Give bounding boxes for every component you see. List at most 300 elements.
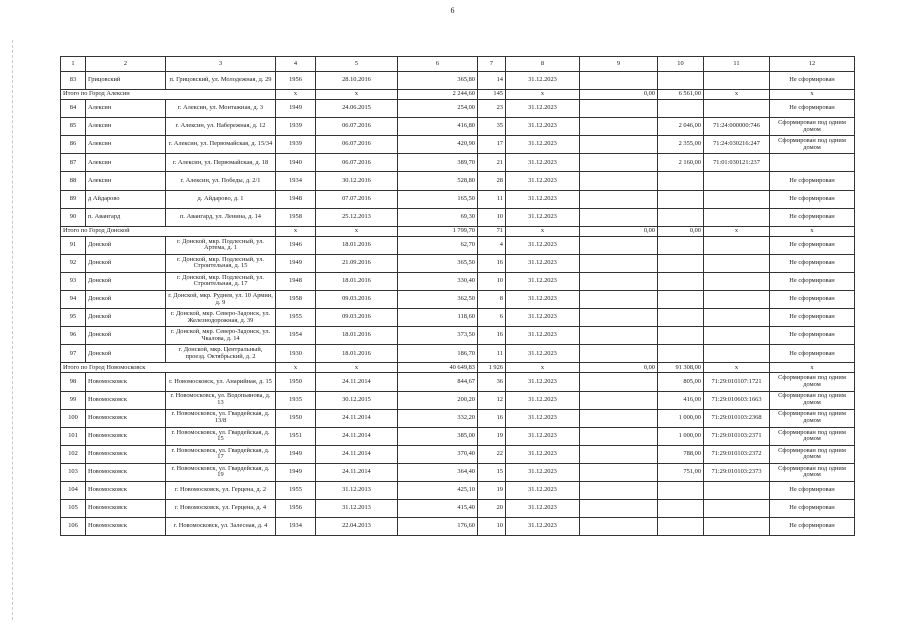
table-cell-col-11 <box>704 172 770 190</box>
table-cell-col-10 <box>658 236 704 254</box>
table-cell-col-11: 71:01:030121:237 <box>704 154 770 172</box>
table-cell-col-6: 425,10 <box>398 481 478 499</box>
table-cell-col-4: 1939 <box>276 118 316 136</box>
table-cell-col-3: г. Алексин, ул. Монтажная, д. 3 <box>166 100 276 118</box>
table-cell-col-4: 1951 <box>276 427 316 445</box>
table-cell-col-7: 16 <box>478 254 506 272</box>
table-cell-col-7: 20 <box>478 500 506 518</box>
table-cell-col-2: Алексин <box>86 136 166 154</box>
table-cell-col-10 <box>658 481 704 499</box>
subtotal-cell-5: x <box>316 226 398 236</box>
table-cell-col-10: 788,00 <box>658 445 704 463</box>
table-cell-col-8: 31.12.2023 <box>506 445 580 463</box>
table-row <box>61 172 855 190</box>
column-header-11: 11 <box>704 57 770 72</box>
table-cell-col-2: Новомосковск <box>86 500 166 518</box>
table-cell-col-8: 31.12.2023 <box>506 409 580 427</box>
table-cell-col-9 <box>580 190 658 208</box>
table-cell-col-4: 1948 <box>276 272 316 290</box>
table-cell-col-1: 95 <box>61 309 86 327</box>
table-cell-col-10: 2 160,00 <box>658 154 704 172</box>
table-cell-col-6: 254,00 <box>398 100 478 118</box>
table-cell-col-3: г. Алексин, ул. Набережная, д. 12 <box>166 118 276 136</box>
table-cell-col-3: п. Грицовский, ул. Молодежная, д. 29 <box>166 72 276 90</box>
table-cell-col-3: г. Новомосковск, ул. Гвардейская, д. 15 <box>166 427 276 445</box>
table-cell-col-2: Новомосковск <box>86 427 166 445</box>
table-row <box>61 72 855 90</box>
table-cell-col-3: г. Донской, мкр. Северо-Задонск, ул. Железнодорожная, д. 39 <box>166 309 276 327</box>
subtotal-cell-4: x <box>276 363 316 373</box>
table-cell-col-11: 71:29:010103:2368 <box>704 409 770 427</box>
subtotal-label: Итого по Город Донской <box>61 226 276 236</box>
table-cell-col-9 <box>580 272 658 290</box>
table-cell-col-4: 1956 <box>276 72 316 90</box>
table-cell-col-7: 28 <box>478 172 506 190</box>
subtotal-row <box>61 90 855 100</box>
table-cell-col-3: г. Алексин, ул. Первомайская, д. 18 <box>166 154 276 172</box>
table-cell-col-12: Не сформирован <box>770 208 855 226</box>
table-cell-col-12: Не сформирован <box>770 309 855 327</box>
table-cell-col-8: 31.12.2023 <box>506 272 580 290</box>
table-cell-col-5: 22.04.2013 <box>316 518 398 536</box>
table-row <box>61 409 855 427</box>
column-header-5: 5 <box>316 57 398 72</box>
column-header-9: 9 <box>580 57 658 72</box>
table-cell-col-12: Не сформирован <box>770 172 855 190</box>
table-cell-col-1: 89 <box>61 190 86 208</box>
table-cell-col-10 <box>658 518 704 536</box>
table-cell-col-6: 362,50 <box>398 291 478 309</box>
table-cell-col-6: 62,70 <box>398 236 478 254</box>
table-cell-col-8: 31.12.2023 <box>506 518 580 536</box>
table-cell-col-7: 11 <box>478 190 506 208</box>
table-cell-col-12: Не сформирован <box>770 190 855 208</box>
subtotal-cell-7: 145 <box>478 90 506 100</box>
table-cell-col-6: 200,20 <box>398 391 478 409</box>
binding-margin-line <box>12 40 13 620</box>
table-cell-col-10 <box>658 272 704 290</box>
table-cell-col-12: Сформирован под одним домом <box>770 463 855 481</box>
table-cell-col-2: Алексин <box>86 154 166 172</box>
table-cell-col-1: 106 <box>61 518 86 536</box>
table-row <box>61 236 855 254</box>
table-cell-col-11: 71:29:010103:2371 <box>704 427 770 445</box>
column-header-12: 12 <box>770 57 855 72</box>
table-row <box>61 391 855 409</box>
table-cell-col-6: 389,70 <box>398 154 478 172</box>
table-cell-col-10: 2 355,00 <box>658 136 704 154</box>
table-cell-col-11 <box>704 345 770 363</box>
table-cell-col-12: Сформирован под одним домом <box>770 427 855 445</box>
table-cell-col-9 <box>580 345 658 363</box>
table-cell-col-12: Сформирован под одним домом <box>770 373 855 391</box>
table-row <box>61 190 855 208</box>
table-cell-col-2: Донской <box>86 309 166 327</box>
table-cell-col-12: Не сформирован <box>770 481 855 499</box>
table-cell-col-9 <box>580 518 658 536</box>
table-cell-col-3: г. Новомосковск, ул. Залесная, д. 4 <box>166 518 276 536</box>
table-cell-col-4: 1949 <box>276 463 316 481</box>
table-cell-col-12: Сформирован под одним домом <box>770 445 855 463</box>
subtotal-cell-5: x <box>316 90 398 100</box>
table-cell-col-11: 71:29:010107:1721 <box>704 373 770 391</box>
table-cell-col-9 <box>580 373 658 391</box>
table-cell-col-2: Алексин <box>86 100 166 118</box>
table-cell-col-6: 176,60 <box>398 518 478 536</box>
table-cell-col-8: 31.12.2023 <box>506 427 580 445</box>
table-cell-col-4: 1956 <box>276 500 316 518</box>
table-cell-col-11 <box>704 291 770 309</box>
subtotal-cell-9: 0,00 <box>580 226 658 236</box>
table-cell-col-5: 24.11.2014 <box>316 445 398 463</box>
table-cell-col-3: г. Новомосковск, ул. Водопьянова, д. 13 <box>166 391 276 409</box>
table-cell-col-2: Донской <box>86 236 166 254</box>
subtotal-cell-10: 6 561,00 <box>658 90 704 100</box>
table-cell-col-10: 805,00 <box>658 373 704 391</box>
table-cell-col-11 <box>704 518 770 536</box>
table-cell-col-4: 1950 <box>276 373 316 391</box>
table-cell-col-4: 1940 <box>276 154 316 172</box>
table-cell-col-11 <box>704 272 770 290</box>
table-cell-col-3: г. Донской, мкр. Подлесный, ул. Артема, д. 1 <box>166 236 276 254</box>
table-cell-col-4: 1948 <box>276 190 316 208</box>
table-cell-col-7: 16 <box>478 327 506 345</box>
table-cell-col-8: 31.12.2023 <box>506 236 580 254</box>
column-header-3: 3 <box>166 57 276 72</box>
table-row <box>61 272 855 290</box>
table-cell-col-7: 16 <box>478 409 506 427</box>
table-cell-col-5: 24.11.2014 <box>316 409 398 427</box>
table-cell-col-1: 92 <box>61 254 86 272</box>
table-cell-col-5: 18.01.2016 <box>316 236 398 254</box>
table-cell-col-8: 31.12.2023 <box>506 291 580 309</box>
table-cell-col-9 <box>580 409 658 427</box>
table-cell-col-12: Сформирован под одним домом <box>770 118 855 136</box>
table-cell-col-5: 06.07.2016 <box>316 154 398 172</box>
subtotal-cell-4: x <box>276 226 316 236</box>
table-cell-col-1: 90 <box>61 208 86 226</box>
table-cell-col-1: 103 <box>61 463 86 481</box>
table-row <box>61 309 855 327</box>
subtotal-cell-7: 1 926 <box>478 363 506 373</box>
table-cell-col-11 <box>704 190 770 208</box>
table-cell-col-10: 1 000,00 <box>658 409 704 427</box>
table-cell-col-12 <box>770 154 855 172</box>
table-cell-col-6: 528,80 <box>398 172 478 190</box>
table-cell-col-10: 416,00 <box>658 391 704 409</box>
table-cell-col-5: 24.11.2014 <box>316 373 398 391</box>
table-row <box>61 463 855 481</box>
table-cell-col-4: 1955 <box>276 481 316 499</box>
table-cell-col-8: 31.12.2023 <box>506 254 580 272</box>
table-cell-col-10 <box>658 254 704 272</box>
table-cell-col-5: 06.07.2016 <box>316 136 398 154</box>
table-row <box>61 136 855 154</box>
table-cell-col-9 <box>580 427 658 445</box>
table-cell-col-4: 1946 <box>276 236 316 254</box>
subtotal-cell-6: 2 244,60 <box>398 90 478 100</box>
table-cell-col-7: 8 <box>478 291 506 309</box>
table-cell-col-7: 19 <box>478 481 506 499</box>
table-cell-col-5: 25.12.2013 <box>316 208 398 226</box>
subtotal-cell-12: x <box>770 363 855 373</box>
table-cell-col-12: Не сформирован <box>770 72 855 90</box>
table-cell-col-4: 1949 <box>276 254 316 272</box>
table-cell-col-1: 83 <box>61 72 86 90</box>
table-cell-col-3: г. Донской, мкр. Северо-Задонск, ул. Чкалова, д. 14 <box>166 327 276 345</box>
column-header-1: 1 <box>61 57 86 72</box>
table-cell-col-10: 1 000,00 <box>658 427 704 445</box>
table-cell-col-11 <box>704 500 770 518</box>
table-cell-col-8: 31.12.2023 <box>506 118 580 136</box>
table-cell-col-7: 11 <box>478 345 506 363</box>
table-cell-col-6: 118,60 <box>398 309 478 327</box>
table-cell-col-2: Донской <box>86 272 166 290</box>
table-cell-col-7: 35 <box>478 118 506 136</box>
table-cell-col-8: 31.12.2023 <box>506 481 580 499</box>
subtotal-cell-10: 0,00 <box>658 226 704 236</box>
table-cell-col-1: 94 <box>61 291 86 309</box>
subtotal-cell-12: x <box>770 226 855 236</box>
subtotal-cell-6: 1 799,70 <box>398 226 478 236</box>
table-cell-col-10 <box>658 72 704 90</box>
table-cell-col-9 <box>580 445 658 463</box>
table-cell-col-9 <box>580 463 658 481</box>
table-row <box>61 118 855 136</box>
subtotal-label: Итого по Город Новомосковск <box>61 363 276 373</box>
table-cell-col-11: 71:29:010103:2373 <box>704 463 770 481</box>
table-cell-col-5: 28.10.2016 <box>316 72 398 90</box>
table-cell-col-8: 31.12.2023 <box>506 463 580 481</box>
table-cell-col-6: 415,40 <box>398 500 478 518</box>
table-cell-col-4: 1934 <box>276 172 316 190</box>
table-cell-col-2: Новомосковск <box>86 373 166 391</box>
table-cell-col-9 <box>580 118 658 136</box>
table-cell-col-5: 30.12.2015 <box>316 391 398 409</box>
table-cell-col-12: Сформирован под одним домом <box>770 409 855 427</box>
table-cell-col-12: Не сформирован <box>770 345 855 363</box>
table-cell-col-1: 93 <box>61 272 86 290</box>
table-cell-col-3: г. Новомосковск, ул. Гвардейская, д. 13/8 <box>166 409 276 427</box>
table-cell-col-1: 96 <box>61 327 86 345</box>
table-cell-col-10 <box>658 190 704 208</box>
table-cell-col-2: Алексин <box>86 172 166 190</box>
table-cell-col-4: 1954 <box>276 327 316 345</box>
table-cell-col-5: 31.12.2013 <box>316 481 398 499</box>
table-cell-col-9 <box>580 327 658 345</box>
table-cell-col-7: 6 <box>478 309 506 327</box>
table-cell-col-9 <box>580 100 658 118</box>
table-cell-col-5: 24.11.2014 <box>316 427 398 445</box>
table-cell-col-1: 86 <box>61 136 86 154</box>
table-cell-col-3: г. Донской, мкр. Руднев, ул. 10 Армии, д. 9 <box>166 291 276 309</box>
table-cell-col-4: 1955 <box>276 309 316 327</box>
subtotal-cell-8: x <box>506 90 580 100</box>
table-cell-col-9 <box>580 254 658 272</box>
table-cell-col-11 <box>704 236 770 254</box>
table-cell-col-1: 98 <box>61 373 86 391</box>
table-row <box>61 291 855 309</box>
table-cell-col-9 <box>580 136 658 154</box>
table-cell-col-5: 09.03.2016 <box>316 309 398 327</box>
table-row <box>61 427 855 445</box>
table-cell-col-10 <box>658 345 704 363</box>
table-cell-col-4: 1935 <box>276 391 316 409</box>
subtotal-row <box>61 363 855 373</box>
table-cell-col-9 <box>580 309 658 327</box>
table-cell-col-1: 99 <box>61 391 86 409</box>
column-header-7: 7 <box>478 57 506 72</box>
table-cell-col-8: 31.12.2023 <box>506 327 580 345</box>
table-cell-col-12: Не сформирован <box>770 327 855 345</box>
table-cell-col-7: 21 <box>478 154 506 172</box>
table-cell-col-6: 365,50 <box>398 254 478 272</box>
table-cell-col-10 <box>658 327 704 345</box>
table-cell-col-5: 21.09.2016 <box>316 254 398 272</box>
table-cell-col-3: г. Донской, мкр. Подлесный, ул. Строительная, д. 17 <box>166 272 276 290</box>
table-cell-col-6: 69,30 <box>398 208 478 226</box>
table-cell-col-7: 15 <box>478 463 506 481</box>
table-cell-col-1: 101 <box>61 427 86 445</box>
table-cell-col-10: 2 046,00 <box>658 118 704 136</box>
table-row <box>61 481 855 499</box>
subtotal-cell-8: x <box>506 363 580 373</box>
table-cell-col-9 <box>580 208 658 226</box>
housing-registry-table <box>60 56 855 536</box>
table-cell-col-12: Не сформирован <box>770 291 855 309</box>
table-cell-col-8: 31.12.2023 <box>506 309 580 327</box>
table-cell-col-4: 1958 <box>276 291 316 309</box>
table-cell-col-5: 18.01.2016 <box>316 345 398 363</box>
subtotal-cell-10: 91 308,00 <box>658 363 704 373</box>
table-cell-col-6: 165,50 <box>398 190 478 208</box>
table-cell-col-2: д Айдарово <box>86 190 166 208</box>
table-cell-col-10 <box>658 291 704 309</box>
table-cell-col-6: 420,90 <box>398 136 478 154</box>
table-cell-col-2: Донской <box>86 327 166 345</box>
subtotal-cell-11: x <box>704 90 770 100</box>
table-cell-col-10 <box>658 309 704 327</box>
table-row <box>61 345 855 363</box>
table-cell-col-2: Донской <box>86 254 166 272</box>
subtotal-label: Итого по Город Алексин <box>61 90 276 100</box>
table-cell-col-5: 24.11.2014 <box>316 463 398 481</box>
table-cell-col-3: г. Новомосковск, ул. Герцена, д. 4 <box>166 500 276 518</box>
table-cell-col-11: 71:24:000000:746 <box>704 118 770 136</box>
table-cell-col-3: г. Донской, мкр. Центральный, проезд. Октябрьский, д. 2 <box>166 345 276 363</box>
table-cell-col-12: Не сформирован <box>770 500 855 518</box>
table-cell-col-2: Новомосковск <box>86 518 166 536</box>
table-cell-col-4: 1949 <box>276 445 316 463</box>
table-cell-col-8: 31.12.2023 <box>506 100 580 118</box>
table-cell-col-5: 30.12.2016 <box>316 172 398 190</box>
table-cell-col-3: д. Айдарово, д. 1 <box>166 190 276 208</box>
table-cell-col-12: Не сформирован <box>770 272 855 290</box>
table-cell-col-2: Донской <box>86 345 166 363</box>
table-cell-col-6: 364,40 <box>398 463 478 481</box>
subtotal-cell-5: x <box>316 363 398 373</box>
table-cell-col-9 <box>580 500 658 518</box>
table-cell-col-11 <box>704 208 770 226</box>
table-cell-col-8: 31.12.2023 <box>506 208 580 226</box>
table-cell-col-5: 18.01.2016 <box>316 327 398 345</box>
table-cell-col-1: 88 <box>61 172 86 190</box>
table-cell-col-4: 1930 <box>276 345 316 363</box>
column-header-2: 2 <box>86 57 166 72</box>
table-cell-col-6: 370,40 <box>398 445 478 463</box>
table-cell-col-4: 1934 <box>276 518 316 536</box>
column-header-4: 4 <box>276 57 316 72</box>
page-number: 6 <box>450 6 455 15</box>
table-cell-col-8: 31.12.2023 <box>506 72 580 90</box>
table-cell-col-6: 330,40 <box>398 272 478 290</box>
table-cell-col-7: 10 <box>478 272 506 290</box>
table-cell-col-4: 1939 <box>276 136 316 154</box>
table-cell-col-8: 31.12.2023 <box>506 391 580 409</box>
subtotal-cell-7: 71 <box>478 226 506 236</box>
table-cell-col-3: г. Донской, мкр. Подлесный, ул. Строительная, д. 15 <box>166 254 276 272</box>
table-cell-col-7: 36 <box>478 373 506 391</box>
table-cell-col-2: Новомосковск <box>86 409 166 427</box>
table-cell-col-6: 332,20 <box>398 409 478 427</box>
table-row <box>61 518 855 536</box>
table-cell-col-11 <box>704 327 770 345</box>
table-cell-col-2: п. Авангард <box>86 208 166 226</box>
subtotal-cell-6: 40 649,83 <box>398 363 478 373</box>
table-cell-col-6: 365,80 <box>398 72 478 90</box>
table-cell-col-8: 31.12.2023 <box>506 345 580 363</box>
table-cell-col-1: 84 <box>61 100 86 118</box>
table-cell-col-10 <box>658 100 704 118</box>
table-cell-col-7: 22 <box>478 445 506 463</box>
table-cell-col-7: 10 <box>478 208 506 226</box>
subtotal-cell-9: 0,00 <box>580 363 658 373</box>
table-cell-col-6: 844,67 <box>398 373 478 391</box>
table-cell-col-10 <box>658 208 704 226</box>
table-cell-col-7: 23 <box>478 100 506 118</box>
table-row <box>61 208 855 226</box>
table-cell-col-2: Алексин <box>86 118 166 136</box>
table-cell-col-7: 12 <box>478 391 506 409</box>
table-cell-col-4: 1949 <box>276 100 316 118</box>
table-cell-col-9 <box>580 154 658 172</box>
table-cell-col-11: 71:29:010603:1663 <box>704 391 770 409</box>
table-cell-col-6: 373,50 <box>398 327 478 345</box>
table-cell-col-10 <box>658 500 704 518</box>
table-row <box>61 100 855 118</box>
table-cell-col-11: 71:24:030216:247 <box>704 136 770 154</box>
table-cell-col-7: 19 <box>478 427 506 445</box>
table-cell-col-7: 17 <box>478 136 506 154</box>
column-header-10: 10 <box>658 57 704 72</box>
table-cell-col-5: 24.06.2015 <box>316 100 398 118</box>
table-cell-col-4: 1950 <box>276 409 316 427</box>
table-row <box>61 327 855 345</box>
table-cell-col-6: 416,80 <box>398 118 478 136</box>
table-cell-col-9 <box>580 391 658 409</box>
table-cell-col-2: Новомосковск <box>86 391 166 409</box>
table-cell-col-2: Новомосковск <box>86 481 166 499</box>
table-cell-col-3: п. Авангард, ул. Ленина, д. 14 <box>166 208 276 226</box>
table-cell-col-10 <box>658 172 704 190</box>
table-cell-col-11 <box>704 72 770 90</box>
table-cell-col-3: г. Алексин, ул. Победы, д. 2/1 <box>166 172 276 190</box>
subtotal-cell-8: x <box>506 226 580 236</box>
table-cell-col-1: 105 <box>61 500 86 518</box>
table-cell-col-1: 91 <box>61 236 86 254</box>
subtotal-cell-11: x <box>704 363 770 373</box>
table-cell-col-9 <box>580 481 658 499</box>
